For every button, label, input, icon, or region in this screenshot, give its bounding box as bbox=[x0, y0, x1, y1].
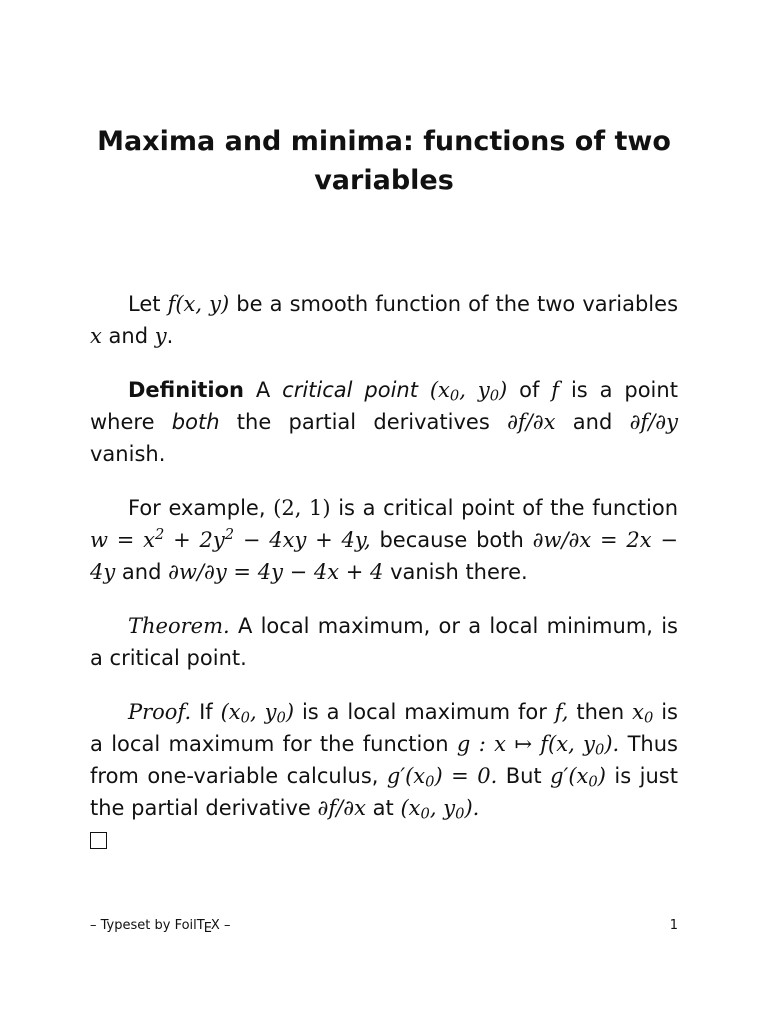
math-x0 bbox=[632, 700, 654, 727]
emphasis-both: both bbox=[171, 410, 220, 434]
subscript: 0 bbox=[240, 709, 250, 727]
subscript: 0 bbox=[643, 709, 654, 727]
text: and bbox=[108, 324, 149, 348]
text: and bbox=[572, 410, 613, 434]
theorem-label: Theorem. bbox=[128, 614, 230, 638]
math-df-dx: ∂f/∂x bbox=[317, 796, 366, 820]
page-number: 1 bbox=[669, 918, 678, 933]
proof-label: Proof. bbox=[128, 700, 192, 724]
text: is a local maximum for bbox=[301, 700, 547, 724]
math-part: ) bbox=[499, 378, 508, 402]
superscript: 2 bbox=[155, 525, 165, 543]
text: at bbox=[372, 796, 394, 820]
math-g-prime bbox=[386, 764, 498, 791]
text: then bbox=[576, 700, 625, 724]
text: vanish there. bbox=[390, 560, 528, 584]
math-f: f, bbox=[554, 700, 569, 724]
subscript: 0 bbox=[588, 773, 598, 791]
text: vanish. bbox=[90, 442, 166, 466]
text: If bbox=[199, 700, 213, 724]
text: the partial derivatives bbox=[236, 410, 490, 434]
math-part: + 2y bbox=[164, 528, 225, 552]
math-part: x bbox=[632, 700, 644, 724]
math-part: , y bbox=[429, 796, 456, 820]
definition-paragraph bbox=[90, 374, 678, 470]
subscript: 0 bbox=[455, 805, 465, 823]
text: be a smooth function of the two variables bbox=[236, 292, 679, 316]
math-part: , y bbox=[459, 378, 490, 402]
footer-text: X – bbox=[210, 918, 231, 933]
footer-text: – Typeset by FoilT bbox=[90, 918, 205, 933]
footer-text: E bbox=[203, 921, 212, 936]
subscript: 0 bbox=[276, 709, 286, 727]
math-f-xy: f(x, y) bbox=[167, 292, 230, 316]
text: A bbox=[255, 378, 271, 402]
math-df-dx: ∂f/∂x bbox=[507, 410, 556, 434]
text: But bbox=[505, 764, 542, 788]
typeset-credit bbox=[90, 914, 230, 938]
math-dw-dy: ∂w/∂y = 4y − 4x + 4 bbox=[168, 560, 384, 584]
qed-square-icon bbox=[90, 832, 107, 849]
definition-label: Definition bbox=[128, 378, 245, 402]
text: For example, bbox=[128, 496, 266, 520]
math-f: f bbox=[551, 378, 560, 402]
math-part: g : x ↦ f(x, y bbox=[456, 732, 595, 756]
example-paragraph bbox=[90, 492, 678, 588]
math-part: (x bbox=[400, 796, 421, 820]
text: of bbox=[519, 378, 540, 402]
math-part: g′(x bbox=[386, 764, 426, 788]
math-g-prime bbox=[550, 764, 606, 791]
text: and bbox=[121, 560, 162, 584]
text: Thus from one-variable calculus, bbox=[90, 732, 678, 788]
page-title: Maxima and minima: functions of two variables bbox=[97, 126, 671, 196]
math-part: , y bbox=[250, 700, 277, 724]
emphasis-critical-point: critical point bbox=[282, 378, 418, 402]
math-part: ) = 0. bbox=[434, 764, 498, 788]
math-df-dy: ∂f/∂y bbox=[629, 410, 678, 434]
text: is a critical point of the function bbox=[338, 496, 679, 520]
math-part: (x bbox=[429, 378, 450, 402]
math-point bbox=[400, 796, 480, 823]
text: is a local maximum for the function bbox=[90, 700, 678, 756]
math-dw-dx: ∂w/∂x = 2x − 4y bbox=[90, 528, 678, 584]
intro-paragraph bbox=[90, 288, 678, 352]
math-part: w = x bbox=[90, 528, 155, 552]
document-body bbox=[90, 288, 678, 878]
text: Let bbox=[128, 292, 161, 316]
math-part: ). bbox=[604, 732, 620, 756]
math-part: − 4xy + 4y, bbox=[234, 528, 371, 552]
math-point bbox=[220, 700, 295, 727]
math-point: (2, 1) bbox=[273, 496, 331, 520]
proof-paragraph bbox=[90, 696, 678, 856]
subscript: 0 bbox=[489, 387, 500, 405]
subscript: 0 bbox=[420, 805, 430, 823]
subscript: 0 bbox=[595, 741, 605, 759]
math-part: ) bbox=[597, 764, 606, 788]
math-y: y bbox=[154, 324, 167, 348]
subscript: 0 bbox=[425, 773, 435, 791]
math-part: g′(x bbox=[550, 764, 589, 788]
subscript: 0 bbox=[449, 387, 460, 405]
math-critical-point bbox=[429, 378, 508, 405]
theorem-paragraph bbox=[90, 610, 678, 674]
math-function-g bbox=[456, 732, 620, 759]
text: is a point where bbox=[90, 378, 678, 434]
math-part: ). bbox=[464, 796, 480, 820]
math-part: ) bbox=[285, 700, 295, 724]
theorem-text: A local maximum, or a local minimum, is a critical point. bbox=[90, 614, 678, 670]
math-x: x bbox=[90, 324, 102, 348]
page-footer bbox=[90, 914, 678, 938]
math-function-w bbox=[90, 525, 371, 552]
text: . bbox=[166, 324, 174, 348]
math-part: (x bbox=[220, 700, 241, 724]
superscript: 2 bbox=[224, 525, 235, 543]
text: because both bbox=[379, 528, 524, 552]
text: is just the partial derivative bbox=[90, 764, 678, 820]
